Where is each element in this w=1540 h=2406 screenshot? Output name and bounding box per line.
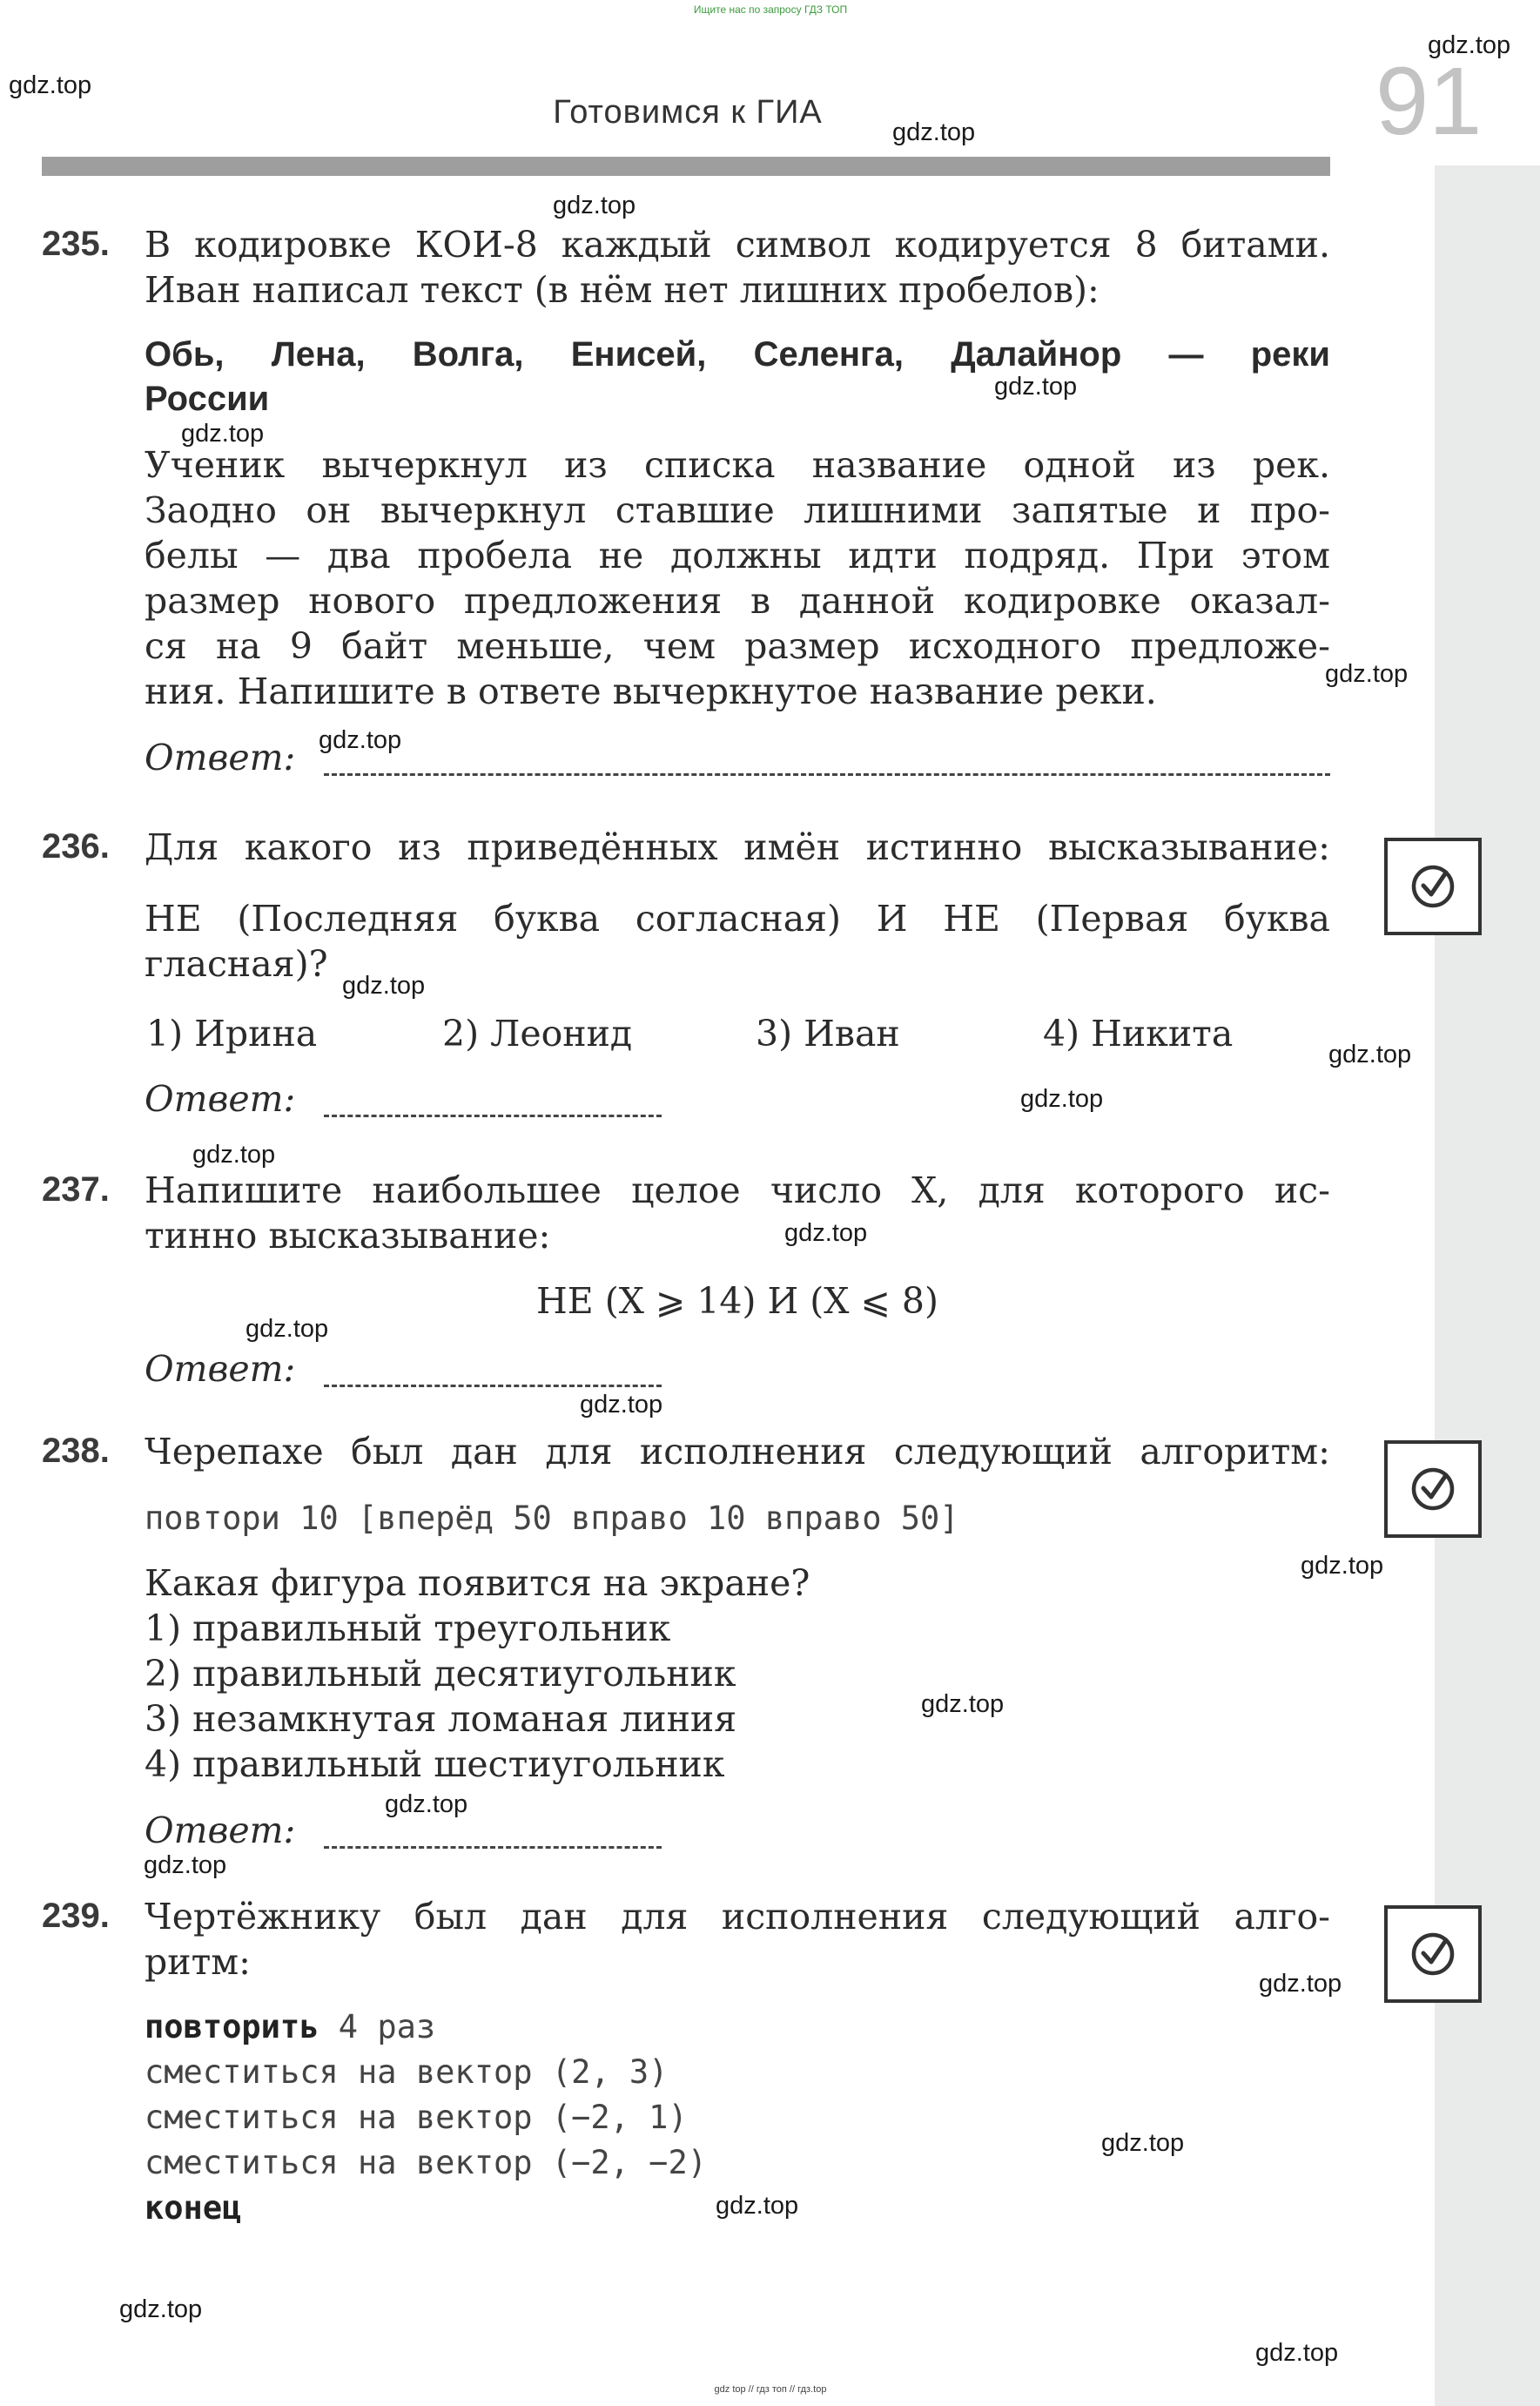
watermark: gdz.top	[342, 972, 426, 1000]
watermark: gdz.top	[1428, 31, 1511, 59]
check-badge	[1384, 838, 1482, 935]
code-line	[145, 2008, 435, 2045]
check-circle-icon	[1407, 860, 1459, 913]
code-keyword: повторить	[145, 2008, 319, 2045]
check-circle-icon	[1407, 1463, 1459, 1515]
answer-field[interactable]	[324, 773, 1330, 776]
quoted-sentence: Обь, Лена, Волга, Енисей, Селенга, Далайнор — реки	[145, 335, 1330, 374]
task-text-line: белы — два пробела не должны идти подряд. При этом	[145, 535, 1330, 576]
option-1[interactable]: 1) Ирина	[146, 1013, 318, 1055]
page-edge-strip	[1435, 165, 1540, 2406]
watermark: gdz.top	[192, 1141, 276, 1169]
watermark: gdz.top	[580, 1391, 663, 1419]
option-2[interactable]: 2) Леонид	[442, 1013, 633, 1055]
watermark: gdz.top	[9, 71, 92, 99]
task-text-line: В кодировке КОИ-8 каждый символ кодируется 8 битами.	[145, 224, 1330, 266]
quoted-sentence: России	[145, 380, 270, 418]
option-2[interactable]: 2) правильный десятиугольник	[145, 1653, 736, 1695]
answer-label: Ответ:	[145, 1810, 296, 1851]
task-number: 238.	[42, 1432, 110, 1470]
task-text-line: гласная)?	[145, 943, 328, 985]
task-text-line: тинно высказывание:	[145, 1215, 551, 1257]
check-badge	[1384, 1440, 1482, 1538]
page-header-title: Готовимся к ГИА	[553, 94, 823, 131]
task-text-line: Чертёжнику был дан для исполнения следующий алго-	[145, 1896, 1330, 1938]
code-repeat-count: 4 раз	[338, 2008, 436, 2045]
option-4[interactable]: 4) правильный шестиугольник	[145, 1743, 725, 1785]
task-text-line: Для какого из приведённых имён истинно высказывание:	[145, 826, 1330, 868]
task-text-line: ния. Напишите в ответе вычеркнутое название реки.	[145, 671, 1157, 712]
code-line: сместиться на вектор (2, 3)	[145, 2053, 669, 2091]
task-text-line: размер нового предложения в данной кодировке оказал-	[145, 580, 1330, 622]
task-number: 235.	[42, 225, 110, 263]
bottom-note: gdz top // гдз топ // гдз.top	[714, 2384, 827, 2395]
top-search-note: Ищите нас по запросу ГДЗ ТОП	[693, 3, 848, 16]
code-line: повтори 10 [вперёд 50 вправо 10 вправо 50]	[145, 1500, 959, 1537]
task-number: 237.	[42, 1170, 110, 1209]
option-3[interactable]: 3) незамкнутая ломаная линия	[145, 1698, 737, 1740]
watermark: gdz.top	[181, 420, 265, 448]
page-number: 91	[1375, 48, 1483, 155]
task-number: 239.	[42, 1897, 110, 1935]
task-text-line: НЕ (Последняя буква согласная) И НЕ (Первая буква	[145, 898, 1330, 940]
watermark: gdz.top	[1101, 2129, 1185, 2157]
task-number: 236.	[42, 827, 110, 866]
task-text-line: Иван написал текст (в нём нет лишних пробелов):	[145, 269, 1100, 311]
task-text-line: Черепахе был дан для исполнения следующий алгоритм:	[145, 1431, 1330, 1473]
check-badge	[1384, 1905, 1482, 2003]
code-line: сместиться на вектор (−2, −2)	[145, 2144, 708, 2181]
task-text-line: Заодно он вычеркнул ставшие лишними запятые и про-	[145, 489, 1330, 531]
watermark: gdz.top	[784, 1219, 868, 1247]
watermark: gdz.top	[119, 2295, 203, 2323]
answer-label: Ответ:	[145, 737, 296, 778]
watermark: gdz.top	[319, 726, 402, 754]
answer-field[interactable]	[324, 1385, 662, 1387]
answer-label: Ответ:	[145, 1348, 296, 1390]
check-circle-icon	[1407, 1928, 1459, 1980]
formula: НЕ (X ⩾ 14) И (X ⩽ 8)	[536, 1280, 938, 1322]
watermark: gdz.top	[1328, 1041, 1412, 1068]
code-keyword: конец	[145, 2189, 242, 2227]
watermark: gdz.top	[994, 373, 1078, 401]
watermark: gdz.top	[385, 1790, 468, 1818]
watermark: gdz.top	[1255, 2339, 1339, 2367]
watermark: gdz.top	[1259, 1970, 1342, 1998]
answer-field[interactable]	[324, 1846, 662, 1849]
watermark: gdz.top	[1301, 1552, 1384, 1580]
watermark: gdz.top	[144, 1851, 227, 1879]
watermark: gdz.top	[716, 2192, 799, 2220]
task-text-line: Ученик вычеркнул из списка название одной из рек.	[145, 444, 1330, 486]
watermark: gdz.top	[892, 118, 976, 146]
watermark: gdz.top	[553, 192, 636, 219]
header-rule	[42, 157, 1330, 176]
task-text-line: ритм:	[145, 1941, 251, 1983]
task-text-line: ся на 9 байт меньше, чем размер исходного предложе-	[145, 625, 1330, 667]
answer-label: Ответ:	[145, 1078, 296, 1120]
answer-field[interactable]	[324, 1115, 662, 1117]
task-text-line: Напишите наибольшее целое число X, для которого ис-	[145, 1169, 1330, 1211]
watermark: gdz.top	[245, 1315, 329, 1343]
watermark: gdz.top	[1325, 660, 1409, 688]
option-1[interactable]: 1) правильный треугольник	[145, 1607, 671, 1649]
task-question: Какая фигура появится на экране?	[145, 1562, 810, 1604]
option-4[interactable]: 4) Никита	[1043, 1013, 1234, 1055]
code-line: сместиться на вектор (−2, 1)	[145, 2099, 688, 2136]
watermark: gdz.top	[1020, 1085, 1104, 1113]
watermark: gdz.top	[921, 1690, 1005, 1718]
option-3[interactable]: 3) Иван	[756, 1013, 900, 1055]
